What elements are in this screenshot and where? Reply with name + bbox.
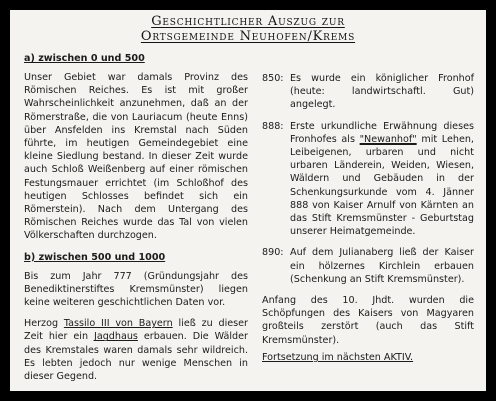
entry-year: 850: — [262, 73, 284, 84]
newanhof-highlight: "Newanhof" — [359, 133, 417, 145]
p2-middle: ließ zu dieser Zeit hier ein — [24, 318, 248, 343]
entry-888 — [262, 120, 474, 239]
left-column — [24, 52, 248, 383]
entry-text — [290, 120, 474, 239]
entry-850 — [262, 72, 474, 112]
section-b-heading: b) zwischen 500 und 1000 — [24, 251, 166, 263]
entry-text: Auf dem Julianaberg ließ der Kaiser ein hölzernes Kirchlein erbauen (Schenkung an Stift Kremsmünster). — [290, 247, 474, 285]
continuation-note: Fortsetzung im nächsten AKTIV. — [262, 351, 414, 363]
section-b-paragraph-1: Bis zum Jahr 777 (Gründungsjahr des Benediktinerstiftes Kremsmünster) liegen keine weiteren geschichtlichen Daten vor. — [24, 270, 248, 309]
entry-text: Es wurde ein königlicher Fronhof (heute: landwirtschaftl. Gut) angelegt. — [290, 73, 474, 111]
closing-paragraph: Anfang des 10. Jhdt. wurden die Schöpfungen des Kaisers von Magyaren großteils zerstört (auch das Stift Kremsmünster). — [262, 295, 474, 346]
right-column — [262, 72, 474, 364]
section-a-paragraph: Unser Gebiet war damals Provinz des Römischen Reiches. Es ist mit großer Wahrscheinlichkeit anzunehmen, daß an der Römerstraße, die von Lauriacum (heute Enns) über Ansfelden ins Kremstal nach Süden führte, im heutigen Gemeindegebiet eine kleine Siedlung bestand. In dieser Zeit wurde auch Schloß Weißenberg auf einer römischen Festungsmauer errichtet (im Schloßhof des heutigen Schlosses befindet sich ein Römerstein). Nach dem Untergang des Römischen Reiches wurde das Tal von vielen Völkerschaften durchzogen. — [24, 72, 248, 242]
entry-888-after: mit Lehen, Leibeigenen, urbaren und nicht urbaren Länderein, Weiden, Wiesen, Wäldern und Gebäuden in der Schenkungsurkunde vom 4. Jänner 888 von Kaiser Arnulf von Kärnten an das Stift Kremsmünster - Geburtstag unserer Heimatgemeinde. — [290, 133, 474, 238]
page-title — [10, 14, 486, 44]
title-line-2: Ortsgemeinde Neuhofen/Krems — [140, 29, 356, 44]
title-line-1: Geschichtlicher Auszug zur — [151, 14, 345, 29]
entry-890 — [262, 246, 474, 286]
p2-before: Herzog — [24, 318, 64, 330]
section-b-paragraph-2 — [24, 317, 248, 383]
p2-after: erbauen. Die Wälder des Kremstales waren damals sehr wildreich. Es lebten jedoch nur wenige Menschen in dieser Gegend. — [24, 331, 248, 383]
entry-year: 888: — [262, 120, 284, 132]
entry-888-before: Erste urkundliche Erwähnung dieses Fronhofes als — [290, 120, 474, 145]
section-a-heading: a) zwischen 0 und 500 — [24, 53, 145, 64]
entry-year: 890: — [262, 247, 284, 259]
tassilo-name: Tassilo III von Bayern — [63, 318, 173, 330]
jagdhaus-word: Jagdhaus — [93, 331, 138, 343]
document-page — [10, 10, 486, 391]
